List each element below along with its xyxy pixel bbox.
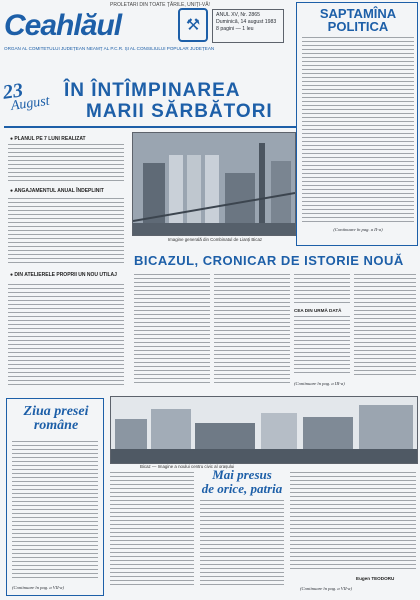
bottom-col2 [200, 500, 284, 588]
bicaz-col3-top [294, 274, 350, 306]
sidebar-title-line1: SAPTAMÎNA [319, 6, 397, 21]
bicaz-col3 [294, 316, 350, 376]
issue-date: Duminică, 14 august 1983 [216, 19, 277, 25]
mai-presus-byline: Eugen TEODORU [356, 576, 395, 581]
ziua-title-line1: Ziua presei [23, 404, 89, 419]
organ-line: ORGAN AL COMITETULUI JUDEȚEAN NEAMȚ AL P.C.R. ȘI AL CONSILIULUI POPULAR JUDEȚEAN [4, 46, 215, 51]
bicaz-col1 [134, 274, 210, 386]
bicaz-col2 [214, 274, 290, 386]
plant-illustration [133, 133, 295, 235]
date-month: August [9, 93, 51, 114]
bottom-col3 [290, 472, 416, 572]
headline-line1: ÎN ÎNTÎMPINAREA [64, 80, 241, 101]
town-photo [110, 396, 418, 464]
masthead [4, 9, 122, 42]
date-number: 23 [1, 79, 25, 104]
issue-year-number: ANUL XV, Nr. 2865 [216, 12, 261, 18]
emblem-icon: ⚒ [178, 8, 208, 42]
ziua-presei-body [12, 441, 98, 581]
sidebar-continuation: (Continuare în pag. a II-a) [333, 227, 383, 232]
ziua-continuation: (Continuare în pag. a VII-a) [12, 585, 65, 590]
ziua-presei-title [11, 405, 101, 433]
town-illustration [111, 397, 417, 463]
mai-presus-continuation: (Continuare în pag. a VII-a) [300, 586, 353, 591]
mai-presus-line2: de orice, patria [201, 481, 283, 496]
mai-presus-line1: Mai presus [212, 467, 272, 482]
bicaz-title: BICAZUL, CRONICAR DE ISTORIE NOUĂ [134, 253, 404, 268]
sidebar-article [296, 2, 418, 246]
divider [4, 126, 296, 128]
issue-info-box [212, 9, 284, 43]
bicaz-side-note: CEA DIN URMĂ DATĂ [294, 308, 342, 313]
top-line: PROLETARI DIN TOATE ȚĂRILE, UNIȚI-VĂ! [110, 2, 210, 8]
headline [64, 80, 294, 128]
sidebar-title [301, 7, 415, 33]
sidebar-body [302, 37, 414, 223]
plant-photo-caption: Imagine generală din Combinatul de Lianți Bicaz [167, 237, 263, 242]
masthead-title: Ceahlăul [4, 9, 122, 42]
plant-photo [132, 132, 296, 236]
headline-line2: MARII SĂRBĂTORI [86, 101, 273, 122]
item-body-3 [8, 284, 124, 388]
bicaz-col4 [354, 274, 416, 376]
bottom-col1 [110, 472, 194, 588]
date-banner [2, 76, 62, 119]
sidebar-title-line2: POLITICA [327, 19, 389, 34]
town-photo-caption: Bicaz — Imagine a noului centru civic al orașului [140, 464, 235, 469]
item-title-2: ● ANGAJAMENTUL ANUAL ÎNDEPLINIT [10, 188, 104, 194]
item-title-3: ● DIN ATELIERELE PROPRII UN NOU UTILAJ [10, 272, 117, 278]
bicaz-continuation: (Continuare în pag. a III-a) [294, 381, 345, 386]
issue-pages-price: 8 pagini — 1 leu [216, 26, 254, 32]
ziua-title-line2: române [33, 418, 79, 433]
item-body-1 [8, 144, 124, 184]
mai-presus-title [200, 468, 284, 496]
item-title-1: ● PLANUL PE 7 LUNI REALIZAT [10, 136, 86, 142]
item-body-2 [8, 198, 124, 266]
ziua-presei-box [6, 398, 104, 596]
